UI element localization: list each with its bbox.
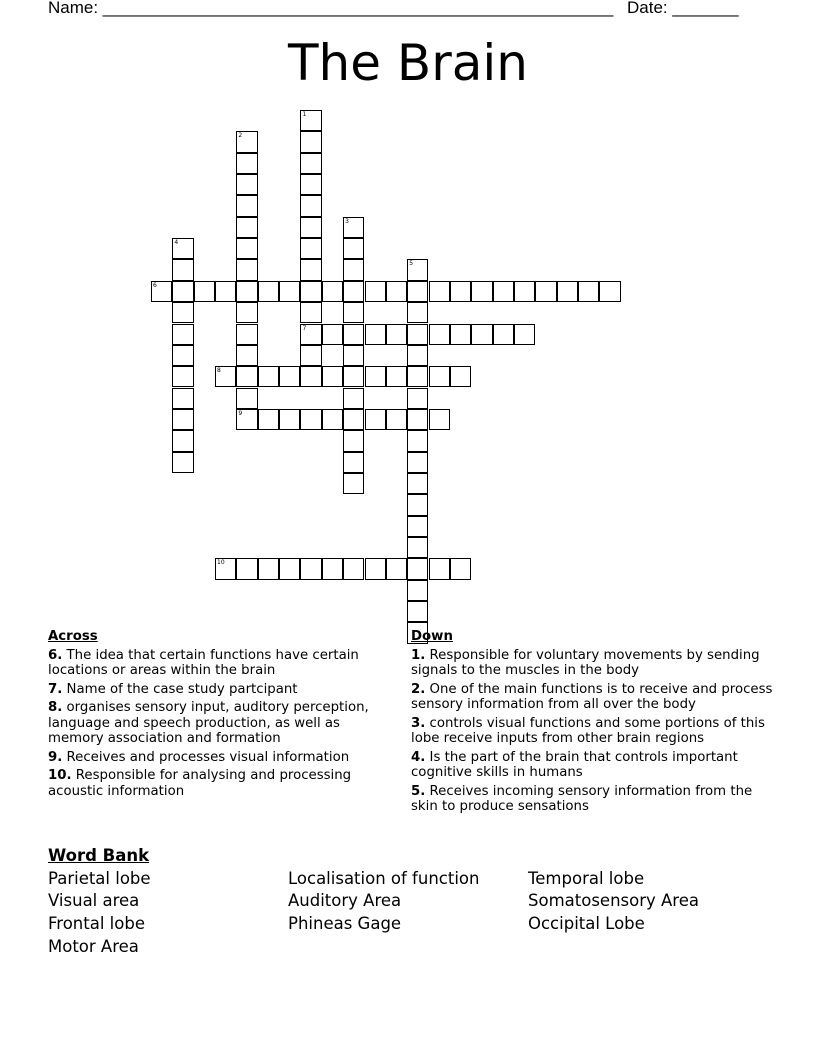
crossword-cell[interactable] xyxy=(172,302,193,323)
clue-number-label: 10 xyxy=(217,559,225,567)
clue-text: One of the main functions is to receive and process sensory information from all over the body xyxy=(411,681,773,712)
crossword-cell[interactable] xyxy=(151,281,172,302)
clue-number: 8. xyxy=(48,700,63,715)
crossword-cell[interactable] xyxy=(407,558,428,579)
clue-number-label: 9 xyxy=(238,409,243,417)
crossword-cell[interactable] xyxy=(215,558,236,579)
clue-text: controls visual functions and some portions of this lobe receive inputs from other brain regions xyxy=(411,715,765,746)
crossword-cell[interactable] xyxy=(258,281,279,302)
crossword-cell[interactable] xyxy=(172,366,193,387)
crossword-cell[interactable] xyxy=(429,409,450,430)
clue-number-label: 8 xyxy=(217,367,221,375)
crossword-cell[interactable] xyxy=(386,281,407,302)
clue-text: Is the part of the brain that controls important cognitive skills in humans xyxy=(411,749,738,780)
crossword-cell[interactable] xyxy=(172,238,193,259)
crossword-cell[interactable] xyxy=(172,430,193,451)
crossword-cell[interactable] xyxy=(386,366,407,387)
crossword-cell[interactable] xyxy=(300,131,321,152)
crossword-cell[interactable] xyxy=(300,366,321,387)
crossword-cell[interactable] xyxy=(279,281,300,302)
crossword-cell[interactable] xyxy=(407,409,428,430)
crossword-cell[interactable] xyxy=(407,601,428,622)
crossword-cell[interactable] xyxy=(236,131,257,152)
crossword-cell[interactable] xyxy=(407,324,428,345)
crossword-cell[interactable] xyxy=(300,195,321,216)
word-bank-item: Localisation of function xyxy=(288,868,480,888)
crossword-cell[interactable] xyxy=(365,281,386,302)
clue-item xyxy=(411,784,776,815)
crossword-cell[interactable] xyxy=(493,324,514,345)
crossword-cell[interactable] xyxy=(300,259,321,280)
crossword-cell[interactable] xyxy=(236,302,257,323)
crossword-cell[interactable] xyxy=(236,409,257,430)
crossword-cell[interactable] xyxy=(343,345,364,366)
crossword-cell[interactable] xyxy=(300,281,321,302)
crossword-cell[interactable] xyxy=(407,537,428,558)
clue-number: 3. xyxy=(411,715,426,731)
crossword-cell[interactable] xyxy=(279,366,300,387)
crossword-cell[interactable] xyxy=(450,281,471,302)
clue-text: Name of the case study partcipant xyxy=(62,681,298,697)
crossword-cell[interactable] xyxy=(322,558,343,579)
across-heading: Across xyxy=(48,629,98,644)
crossword-cell[interactable] xyxy=(429,366,450,387)
word-bank-item: Temporal lobe xyxy=(528,868,645,888)
crossword-cell[interactable] xyxy=(300,324,321,345)
clue-text: The idea that certain functions have certain locations or areas within the brain xyxy=(48,647,359,678)
clue-number-label: 5 xyxy=(409,260,414,268)
crossword-cell[interactable] xyxy=(322,366,343,387)
crossword-cell[interactable] xyxy=(429,281,450,302)
crossword-cell[interactable] xyxy=(343,388,364,409)
crossword-cell[interactable] xyxy=(365,558,386,579)
clue-text: organises sensory input, auditory perception, language and speech production, as well as memory association and formation xyxy=(48,700,369,746)
clue-text: Responsible for analysing and processing acoustic information xyxy=(48,768,352,799)
clue-number-label: 1 xyxy=(302,111,307,118)
clue-item xyxy=(411,682,776,713)
crossword-cell[interactable] xyxy=(429,324,450,345)
crossword-cell[interactable] xyxy=(557,281,578,302)
page-title: The Brain xyxy=(288,34,528,92)
down-heading: Down xyxy=(411,629,453,644)
crossword-cell[interactable] xyxy=(343,238,364,259)
word-bank-item: Frontal lobe xyxy=(48,914,145,934)
crossword-cell[interactable] xyxy=(343,302,364,323)
crossword-cell[interactable] xyxy=(450,366,471,387)
crossword-cell[interactable] xyxy=(407,580,428,601)
word-bank-item: Somatosensory Area xyxy=(528,891,699,911)
clue-number: 10. xyxy=(48,768,72,783)
crossword-cell[interactable] xyxy=(172,388,193,409)
crossword-cell[interactable] xyxy=(407,259,428,280)
crossword-cell[interactable] xyxy=(236,195,257,216)
crossword-cell[interactable] xyxy=(429,558,450,579)
crossword-cell[interactable] xyxy=(407,281,428,302)
word-bank-item: Visual area xyxy=(48,891,140,911)
name-field[interactable]: Name: ______________________________________________________ xyxy=(48,0,614,17)
across-clues xyxy=(48,629,388,802)
crossword-cell[interactable] xyxy=(343,558,364,579)
crossword-cell[interactable] xyxy=(343,281,364,302)
crossword-cell[interactable] xyxy=(279,558,300,579)
crossword-cell[interactable] xyxy=(215,281,236,302)
crossword-cell[interactable] xyxy=(599,281,620,302)
clue-number: 2. xyxy=(411,681,426,697)
crossword-cell[interactable] xyxy=(450,558,471,579)
crossword-cell[interactable] xyxy=(343,366,364,387)
across-clue-list xyxy=(48,648,388,800)
crossword-cell[interactable] xyxy=(407,516,428,537)
crossword-cell[interactable] xyxy=(236,217,257,238)
crossword-cell[interactable] xyxy=(343,409,364,430)
crossword-cell[interactable] xyxy=(172,259,193,280)
crossword-cell[interactable] xyxy=(300,153,321,174)
crossword-cell[interactable] xyxy=(407,345,428,366)
word-bank-list xyxy=(48,868,768,959)
clue-number-label: 3 xyxy=(345,217,349,225)
crossword-cell[interactable] xyxy=(300,238,321,259)
crossword-cell[interactable] xyxy=(407,302,428,323)
crossword-cell[interactable] xyxy=(407,494,428,515)
crossword-cell[interactable] xyxy=(236,238,257,259)
crossword-cell[interactable] xyxy=(322,281,343,302)
clue-number: 4. xyxy=(411,749,426,765)
crossword-cell[interactable] xyxy=(471,324,492,345)
crossword-cell[interactable] xyxy=(215,366,236,387)
crossword-cell[interactable] xyxy=(365,324,386,345)
crossword-cell[interactable] xyxy=(343,473,364,494)
crossword-cell[interactable] xyxy=(471,281,492,302)
clue-number: 7. xyxy=(48,681,63,697)
crossword-cell[interactable] xyxy=(172,409,193,430)
clue-number: 5. xyxy=(411,783,426,799)
down-clue-list xyxy=(411,648,776,815)
clue-number-label: 6 xyxy=(153,281,157,289)
word-bank-item: Phineas Gage xyxy=(288,914,402,934)
crossword-cell[interactable] xyxy=(407,473,428,494)
crossword-cell[interactable] xyxy=(300,110,321,131)
down-clues xyxy=(411,629,776,818)
crossword-cell[interactable] xyxy=(407,366,428,387)
word-bank-title: Word Bank xyxy=(48,846,150,865)
crossword-cell[interactable] xyxy=(236,366,257,387)
word-bank-item: Motor Area xyxy=(48,936,139,956)
clue-item xyxy=(48,750,388,766)
crossword-cell[interactable] xyxy=(279,409,300,430)
crossword-cell[interactable] xyxy=(386,409,407,430)
crossword-cell[interactable] xyxy=(493,281,514,302)
clue-item xyxy=(48,682,388,698)
clue-text: Responsible for voluntary movements by sending signals to the muscles in the body xyxy=(411,647,760,678)
date-field[interactable]: Date: _______ xyxy=(627,0,739,17)
crossword-cell[interactable] xyxy=(172,345,193,366)
clue-number-label: 4 xyxy=(174,239,179,247)
crossword-cell[interactable] xyxy=(258,366,279,387)
crossword-cell[interactable] xyxy=(322,324,343,345)
clue-text: Receives and processes visual information xyxy=(62,749,350,765)
crossword-cell[interactable] xyxy=(194,281,215,302)
clue-number: 6. xyxy=(48,647,63,663)
crossword-cell[interactable] xyxy=(236,153,257,174)
word-bank xyxy=(48,845,768,959)
crossword-cell[interactable] xyxy=(258,409,279,430)
clue-number-label: 2 xyxy=(238,132,243,140)
crossword-cell[interactable] xyxy=(300,217,321,238)
word-bank-item: Auditory Area xyxy=(288,891,402,911)
word-bank-item: Occipital Lobe xyxy=(528,914,645,934)
clue-item xyxy=(48,648,388,679)
clue-text: Receives incoming sensory information from the skin to produce sensations xyxy=(411,783,753,814)
clue-item xyxy=(48,700,388,747)
clue-item xyxy=(411,648,776,679)
crossword-cell[interactable] xyxy=(386,558,407,579)
crossword-cell[interactable] xyxy=(300,345,321,366)
crossword-cell[interactable] xyxy=(322,409,343,430)
crossword-cell[interactable] xyxy=(172,281,193,302)
crossword-cell[interactable] xyxy=(258,558,279,579)
clue-number: 9. xyxy=(48,749,63,765)
crossword-cell[interactable] xyxy=(172,324,193,345)
crossword-cell[interactable] xyxy=(236,388,257,409)
crossword-cell[interactable] xyxy=(514,324,535,345)
crossword-cell[interactable] xyxy=(343,259,364,280)
crossword-cell[interactable] xyxy=(343,217,364,238)
crossword-cell[interactable] xyxy=(300,302,321,323)
clue-number-label: 7 xyxy=(302,324,307,332)
crossword-cell[interactable] xyxy=(300,558,321,579)
crossword-cell[interactable] xyxy=(300,174,321,195)
crossword-cell[interactable] xyxy=(407,430,428,451)
crossword-cell[interactable] xyxy=(365,366,386,387)
crossword-cell[interactable] xyxy=(407,452,428,473)
clue-item xyxy=(411,750,776,781)
crossword-cell[interactable] xyxy=(365,409,386,430)
crossword-cell[interactable] xyxy=(236,281,257,302)
crossword-cell[interactable] xyxy=(343,430,364,451)
crossword-cell[interactable] xyxy=(535,281,556,302)
crossword-cell[interactable] xyxy=(236,345,257,366)
clue-number: 1. xyxy=(411,647,426,663)
crossword-cell[interactable] xyxy=(450,324,471,345)
crossword-cell[interactable] xyxy=(386,324,407,345)
crossword-cell[interactable] xyxy=(236,558,257,579)
crossword-cell[interactable] xyxy=(300,409,321,430)
crossword-cell[interactable] xyxy=(343,452,364,473)
crossword-cell[interactable] xyxy=(236,174,257,195)
crossword-cell[interactable] xyxy=(172,452,193,473)
crossword-cell[interactable] xyxy=(236,259,257,280)
word-bank-item: Parietal lobe xyxy=(48,868,151,888)
clue-item xyxy=(48,768,388,799)
crossword-cell[interactable] xyxy=(514,281,535,302)
crossword-cell[interactable] xyxy=(407,388,428,409)
crossword-cell[interactable] xyxy=(578,281,599,302)
crossword-cell[interactable] xyxy=(343,324,364,345)
crossword-cell[interactable] xyxy=(236,324,257,345)
clue-item xyxy=(411,716,776,747)
